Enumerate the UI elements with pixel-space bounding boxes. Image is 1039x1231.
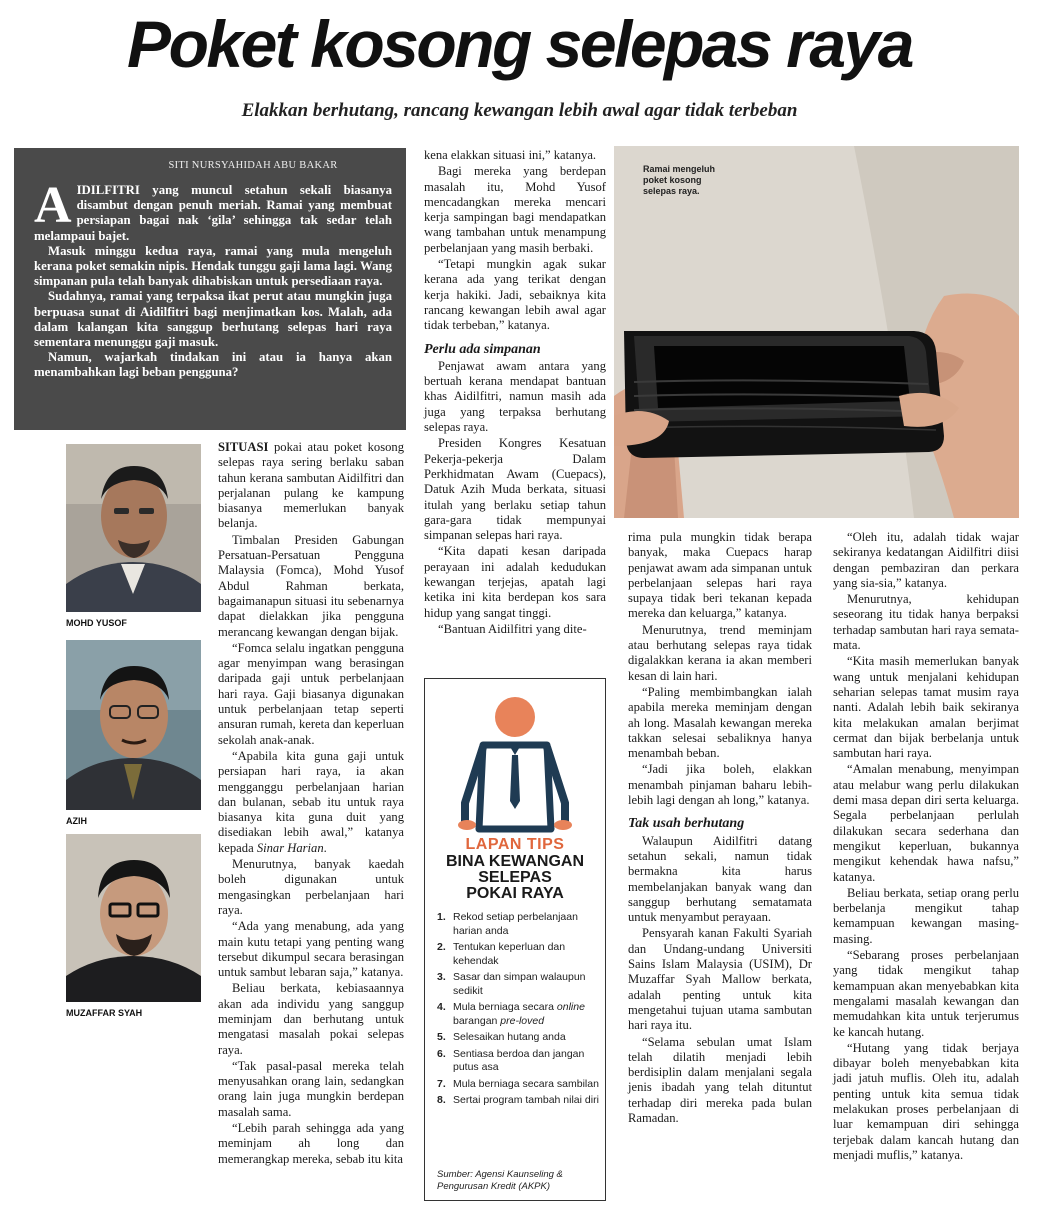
article-paragraph: Penjawat awam antara yang bertuah kerana mendapat bantuan khas Aidilfitri, namun masih ada juga yang terpaksa berhutang selepas raya. bbox=[424, 358, 606, 435]
empty-pockets-man-icon bbox=[425, 683, 605, 833]
article-paragraph: Bagi mereka yang berdepan masalah itu, Mohd Yusof mencadangkan mereka mencari kerja sampingan bagi mendapatkan wang tambahan untuk menampung perbelanjaan yang masih berbaki. bbox=[424, 164, 606, 255]
column-d bbox=[833, 530, 1019, 1164]
article-paragraph: “Kita dapati kesan daripada perayaan ini adalah kedudukan kewangan terjejas, apatah lagi ketika ini kita berdepan kos sara hidup yang sangat tinggi. bbox=[424, 544, 606, 620]
portrait-mohd-yusof bbox=[66, 444, 201, 612]
list-item: 2. Tentukan keperluan dan kehendak bbox=[437, 941, 566, 967]
intro-paragraph-1: AIDILFITRI yang muncul setahun sekali biasanya disambut dengan penuh meriah. Ramai yang membuat persiapan bagai nak ‘gila’ sehingga tak sedar telah melampaui bajet. bbox=[34, 177, 392, 243]
column-b bbox=[424, 148, 606, 638]
section-heading-tak-usah-berhutang: Tak usah berhutang bbox=[628, 816, 745, 832]
list-item: 8. Sertai program tambah nilai diri bbox=[437, 1094, 599, 1106]
article-paragraph: Beliau berkata, kebiasaannya akan ada individu yang sanggup meminjam dan berhutang untuk mengatasi masalah pokai selepas raya. bbox=[218, 981, 404, 1057]
article-paragraph: Walaupun Aidilfitri datang setahun sekali, namun tidak bermakna kita harus membelanjakan banyak wang dan sanggup berhutang sematamata untuk menyambut perayaan. bbox=[628, 833, 812, 925]
portrait-label-azih: AZIH bbox=[66, 816, 87, 826]
article-paragraph: “Apabila kita guna gaji untuk persiapan hari raya, ia akan mengganggu perbelanjaan harian dan bulanan, sebab itu untuk raya biasanya kita guna duit yang disediakan lebih awal,” katanya kepada Sinar Harian. bbox=[218, 748, 404, 855]
list-item: 3. Sasar dan simpan walaupun sedikit bbox=[437, 971, 586, 997]
article-paragraph: “Jadi jika boleh, elakkan menambah pinjaman baharu lebih-lebih lagi dengan ah long,” katanya. bbox=[628, 762, 812, 808]
article-paragraph: “Fomca selalu ingatkan pengguna agar menyimpan wang berasingan daripada gaji untuk perbelanjaan hari raya. Gaji biasanya digunakan untuk perbelanjaan tetap seperti ansuran rumah, kereta dan keperluan sekolah anak-anak. bbox=[218, 640, 404, 747]
tips-box bbox=[424, 678, 606, 1201]
article-paragraph: Presiden Kongres Kesatuan Pekerja-pekerja Dalam Perkhidmatan Awam (Cuepacs), Datuk Azih Muda berkata, situasi itulah yang berlaku setiap tahun gara-gara tidak mempunyai simpanan selepas hari raya. bbox=[424, 436, 606, 543]
column-c bbox=[628, 530, 812, 1127]
article-paragraph: “Oleh itu, adalah tidak wajar sekiranya kedatangan Aidilfitri diisi dengan pembaziran dan perkara yang sia-sia,” katanya. bbox=[833, 530, 1019, 590]
article-paragraph: “Lebih parah sehingga ada yang meminjam ah long dan memerangkap mereka, sebab itu kita bbox=[218, 1121, 404, 1166]
portrait-mohd-yusof-image bbox=[66, 444, 201, 612]
intro-box bbox=[14, 148, 406, 430]
list-item: 6. Sentiasa berdoa dan jangan putus asa bbox=[437, 1047, 585, 1073]
tips-source: Sumber: Agensi Kaunseling & Pengurusan Kredit (AKPK) bbox=[437, 1169, 563, 1192]
article-paragraph: “Ada yang menabung, ada yang main kutu tetapi yang penting wang tersebut dikumpul secara berasingan untuk sambut lebaran saja,” katanya. bbox=[218, 919, 404, 980]
wallet-illustration bbox=[614, 146, 1019, 518]
subheadline: Elakkan berhutang, rancang kewangan lebih awal agar tidak terbeban bbox=[241, 100, 798, 121]
article-paragraph: “Selama sebulan umat Islam telah dilatih menjadi lebih berdisiplin dalam menjalani segala jenis ibadah yang telah dituntut terhadap diri mereka pada bulan Ramadan. bbox=[628, 1034, 812, 1125]
article-paragraph: Timbalan Presiden Gabungan Persatuan-Persatuan Pengguna Malaysia (Fomca), Mohd Yusof Abdul Rahman berkata, bagaimanapun situasi itu sebenarnya dapat dielakkan jika pengguna merancang kewangan dengan bijak. bbox=[218, 532, 404, 639]
article-paragraph: SITUASI pokai atau poket kosong selepas raya sering berlaku saban tahun kerana sambutan Aidilfitri dan perjalanan pulang ke kampung biasanya memerlukan banyak belanja. bbox=[218, 440, 404, 531]
article-paragraph: Menurutnya, kehidupan seseorang itu tidak hanya berpaksi terhadap sambutan hari raya semata-mata. bbox=[833, 592, 1019, 653]
portrait-label-muzaffar-syah: MUZAFFAR SYAH bbox=[66, 1008, 143, 1018]
list-item: 4. Mula berniaga secara online barangan pre-loved bbox=[437, 1001, 585, 1027]
article-paragraph: “Kita masih memerlukan banyak wang untuk menjalani kehidupan seharian selepas tamat musim raya nanti. Adalah lebih baik sekiranya kita melakukan amalan berjimat cermat dan bijak berbelanja untuk sambutan hari raya. bbox=[833, 654, 1019, 761]
portrait-muzaffar-syah bbox=[66, 834, 201, 1002]
list-item: 1. Rekod setiap perbelanjaan harian anda bbox=[437, 911, 578, 937]
article-paragraph: Pensyarah kanan Fakulti Syariah dan Undang-undang Universiti Sains Islam Malaysia (USIM), Dr Muzaffar Syah Mallow berkata, adalah penting untuk kita mengetahui tujuan utama sambutan hari raya itu. bbox=[628, 926, 812, 1033]
article-paragraph: “Hutang yang tidak berjaya dibayar boleh menyebabkan kita jadi jatuh muflis. Oleh itu, adalah penting untuk kita semua tidak melakukan proses perbelanjaan di luar kemampuan diri sehingga terjebak dalam kancah hutang dan menjadi muflis,” katanya. bbox=[833, 1040, 1019, 1162]
article-paragraph: “Sebarang proses perbelanjaan yang tidak mengikut tahap kemampuan akan menyebabkan kita mengalami masalah kewangan dan memudahkan kita untuk terjerumus ke kancah hutang. bbox=[833, 948, 1019, 1039]
article-paragraph: Menurutnya, trend meminjam atau berhutang selepas raya tidak digalakkan kerana ia akan memberi kesan di lain hari. bbox=[628, 622, 812, 683]
photo-caption: Ramai mengeluh poket kosong selepas raya. bbox=[643, 164, 716, 196]
article-paragraph: “Paling membimbangkan ialah apabila mereka meminjam dengan ah long. Masalah kewangan mereka takkan selesai sebaliknya hanya menambah beban. bbox=[628, 684, 812, 761]
article-paragraph: rima pula mungkin tidak berapa banyak, maka Cuepacs harap penjawat awam ada simpanan untuk perbelanjaan selepas hari raya supaya tidak beri tekanan kepada mereka dan keluarga,” katanya. bbox=[628, 530, 812, 621]
article-paragraph: “Amalan menabung, menyimpan atau melabur wang perlu dilakukan demi masa depan diri serta keluarga. Segala perbelanjaan perlulah dilakukan secara sederhana dan mengikut keperluan, bukannya mengikut kehendak hawa nafsu,” katanya. bbox=[833, 762, 1019, 884]
dropcap: A bbox=[34, 177, 72, 234]
byline: SITI NURSYAHIDAH ABU BAKAR bbox=[168, 160, 338, 171]
list-item: 7. Mula berniaga secara sambilan bbox=[437, 1077, 599, 1090]
portrait-azih-image bbox=[66, 640, 201, 810]
wallet-photo bbox=[614, 146, 1019, 518]
section-heading-perlu-ada-simpanan: Perlu ada simpanan bbox=[424, 341, 541, 357]
tips-subtitle: BINA KEWANGAN SELEPAS POKAI RAYA bbox=[445, 853, 585, 902]
headline: Poket kosong selepas raya bbox=[127, 7, 912, 81]
article-paragraph: “Tak pasal-pasal mereka telah menyusahkan orang lain, sedangkan orang lain juga mungkin berdepan masalah sama. bbox=[218, 1058, 404, 1119]
list-item: 5. Selesaikan hutang anda bbox=[437, 1031, 566, 1043]
portrait-azih bbox=[66, 640, 201, 810]
tips-list bbox=[437, 911, 599, 1111]
portrait-muzaffar-syah-image bbox=[66, 834, 201, 1002]
article-paragraph: “Bantuan Aidilfitri yang dite- bbox=[438, 621, 587, 636]
tips-title: LAPAN TIPS bbox=[465, 836, 565, 853]
portrait-label-mohd-yusof: MOHD YUSOF bbox=[66, 618, 127, 628]
article-paragraph: Menurutnya, banyak kaedah boleh digunakan untuk mengasingkan perbelanjaan hari raya. bbox=[218, 857, 404, 917]
article-paragraph: Beliau berkata, setiap orang perlu berbelanja mengikut tahap kemampuan kewangan masing-masing. bbox=[833, 885, 1019, 946]
intro-paragraph-3: Sudahnya, ramai yang terpaksa ikat perut atau mungkin juga berpuasa sunat di Aidilfitri bagi menjimatkan kos. Malah, ada dalam kalangan kita sanggup berhutang selepas hari raya sementara menunggu gaji masuk. bbox=[34, 289, 392, 350]
article-paragraph: kena elakkan situasi ini,” katanya. bbox=[424, 148, 597, 162]
intro-paragraph-4: Namun, wajarkah tindakan ini atau ia hanya akan menambahkan lagi beban pengguna? bbox=[34, 350, 392, 380]
intro-paragraph-2: Masuk minggu kedua raya, ramai yang mula mengeluh kerana poket semakin nipis. Hendak tunggu gaji lama lagi. Wang simpanan pula telah banyak dihabiskan untuk persediaan raya. bbox=[34, 243, 392, 289]
article-paragraph: “Tetapi mungkin agak sukar kerana ada yang terikat dengan kerja hakiki. Jadi, sebaiknya kita rancang kewangan lebih awal agar tidak terbeban,” katanya. bbox=[424, 257, 606, 333]
column-a bbox=[218, 440, 404, 1168]
